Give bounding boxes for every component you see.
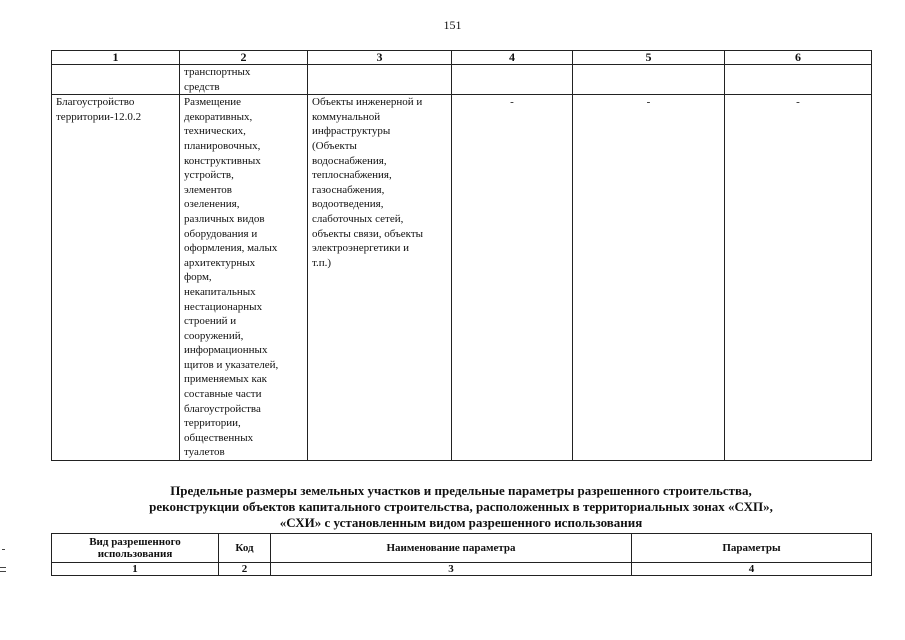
- column-header: 3: [308, 51, 452, 65]
- table-cell: Объекты инженерной и коммунальной инфраструктуры (Объекты водоснабжения, теплоснабжения, газоснабжения, водоотведения, слаботочных сетей, объекты связи, объекты электроэнергетики и т.п.): [308, 95, 452, 461]
- column-header: 4: [452, 51, 573, 65]
- column-header: 2: [180, 51, 308, 65]
- column-number: 3: [271, 563, 632, 576]
- table-row: [52, 65, 872, 95]
- table-row: [52, 95, 872, 461]
- table-cell: [573, 65, 725, 95]
- page-number: 151: [443, 18, 462, 32]
- column-number: 1: [52, 563, 219, 576]
- column-header: 6: [725, 51, 872, 65]
- table-cell: [725, 65, 872, 95]
- table-cell: транспортных средств: [180, 65, 308, 95]
- table-cell: Благоустройство территории-12.0.2: [52, 95, 180, 461]
- parameters-table: [51, 533, 872, 576]
- scan-artifact-mark: [0, 567, 6, 568]
- scan-artifact-mark: [0, 571, 6, 572]
- table-cell: -: [725, 95, 872, 461]
- table-header-row: [52, 51, 872, 65]
- column-header: Наименование параметра: [271, 534, 632, 563]
- table-cell: [52, 65, 180, 95]
- permitted-use-table: [51, 50, 872, 461]
- table-row: [52, 563, 872, 576]
- column-header: 5: [573, 51, 725, 65]
- table-cell: -: [573, 95, 725, 461]
- scan-artifact-mark: [2, 549, 5, 550]
- column-header: Вид разрешенного использования: [52, 534, 219, 563]
- column-number: 2: [219, 563, 271, 576]
- table-cell: [308, 65, 452, 95]
- column-number: 4: [632, 563, 872, 576]
- column-header: Параметры: [632, 534, 872, 563]
- column-header: Код: [219, 534, 271, 563]
- table-cell: Размещение декоративных, технических, планировочных, конструктивных устройств, элементов озеленения, различных видов оборудования и оформления, малых архитектурных форм, некапитальных нестационарных строений и сооружений, информационных щитов и указателей, применяемых как составные части благоустройства территории, общественных туалетов: [180, 95, 308, 461]
- section-title: Предельные размеры земельных участков и предельные параметры разрешенного строительства, реконструкции объектов капитального строительства, расположенных в территориальных зонах «СХП», «СХИ» с установленным видом разрешенного использования: [149, 483, 773, 530]
- table-cell: -: [452, 95, 573, 461]
- table-header-row: [52, 534, 872, 563]
- column-header: 1: [52, 51, 180, 65]
- table-cell: [452, 65, 573, 95]
